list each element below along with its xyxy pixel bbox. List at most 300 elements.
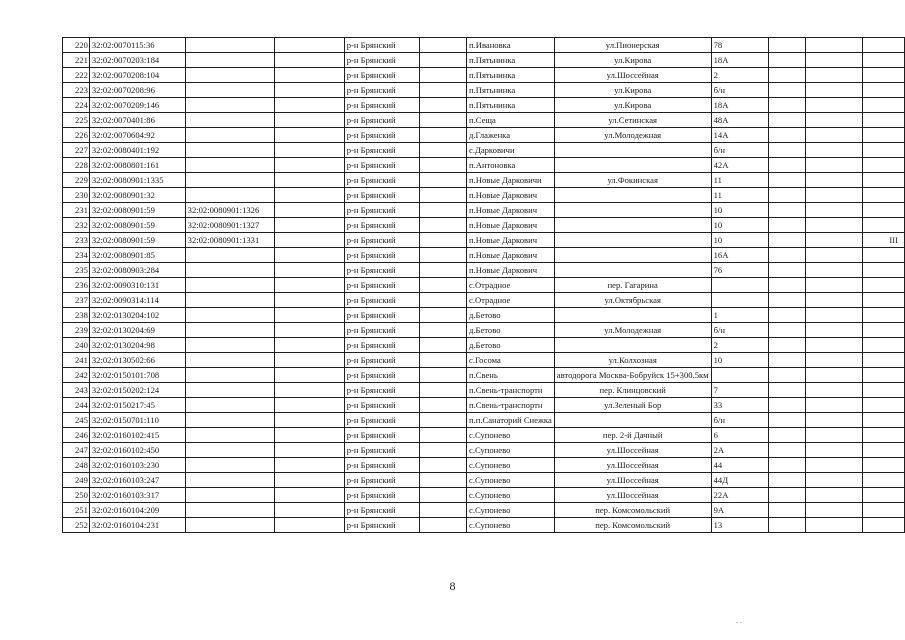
table-cell	[185, 323, 274, 338]
table-row	[63, 248, 905, 263]
table-cell	[274, 263, 344, 278]
table-cell: ул.Зеленый Бор	[554, 398, 711, 413]
table-cell: ул.Кирова	[554, 53, 711, 68]
table-cell: 32:02:0130204:69	[89, 323, 185, 338]
table-cell	[419, 128, 467, 143]
table-cell	[185, 293, 274, 308]
table-cell: ул.Кирова	[554, 98, 711, 113]
table-cell: 231	[63, 203, 90, 218]
table-cell	[274, 503, 344, 518]
table-cell: 225	[63, 113, 90, 128]
table-cell: 32:02:0160102:415	[89, 428, 185, 443]
table-cell	[805, 188, 862, 203]
table-cell: р-н Брянский	[344, 218, 419, 233]
table-cell	[419, 353, 467, 368]
table-cell: 32:02:0150701:110	[89, 413, 185, 428]
table-cell: 236	[63, 278, 90, 293]
table-cell: 32:02:0150202:124	[89, 383, 185, 398]
table-cell	[419, 308, 467, 323]
table-cell	[805, 458, 862, 473]
table-cell	[274, 83, 344, 98]
table-cell: 32:02:0080801:161	[89, 158, 185, 173]
table-cell: р-н Брянский	[344, 383, 419, 398]
table-cell: р-н Брянский	[344, 143, 419, 158]
table-cell	[419, 98, 467, 113]
table-cell: 228	[63, 158, 90, 173]
table-cell	[863, 263, 905, 278]
table-cell: р-н Брянский	[344, 128, 419, 143]
table-cell: 11	[711, 188, 769, 203]
table-cell	[185, 248, 274, 263]
table-cell: р-н Брянский	[344, 233, 419, 248]
table-cell: п.Новые Даркович	[467, 203, 555, 218]
table-cell	[711, 293, 769, 308]
table-cell	[274, 38, 344, 53]
table-cell	[185, 278, 274, 293]
table-cell: 32:02:0130204:102	[89, 308, 185, 323]
table-cell: 32:02:0090314:114	[89, 293, 185, 308]
table-cell: 32:02:0080901:1335	[89, 173, 185, 188]
table-cell	[185, 503, 274, 518]
table-cell: р-н Брянский	[344, 518, 419, 533]
table-cell: п.Пятьнинка	[467, 98, 555, 113]
table-cell	[419, 368, 467, 383]
table-cell: пер. Клинцовский	[554, 383, 711, 398]
table-cell: р-н Брянский	[344, 458, 419, 473]
table-row	[63, 158, 905, 173]
table-cell	[769, 338, 806, 353]
table-cell: с.Супонево	[467, 503, 555, 518]
table-row	[63, 98, 905, 113]
table-cell: 32:02:0080901:1331	[185, 233, 274, 248]
table-cell: п.Антоновка	[467, 158, 555, 173]
table-cell	[863, 488, 905, 503]
table-cell: 32:02:0080401:192	[89, 143, 185, 158]
table-cell	[769, 323, 806, 338]
table-row	[63, 293, 905, 308]
table-cell	[274, 443, 344, 458]
table-cell	[419, 398, 467, 413]
table-row	[63, 38, 905, 53]
table-cell: р-н Брянский	[344, 503, 419, 518]
table-cell: с.Супонево	[467, 443, 555, 458]
table-cell	[274, 428, 344, 443]
table-cell	[419, 263, 467, 278]
table-row	[63, 113, 905, 128]
table-cell	[419, 278, 467, 293]
table-cell	[185, 98, 274, 113]
table-cell: 32:02:0080903:284	[89, 263, 185, 278]
table-row	[63, 323, 905, 338]
table-cell	[769, 308, 806, 323]
table-cell	[805, 218, 862, 233]
table-cell: с.Супонево	[467, 473, 555, 488]
table-row	[63, 128, 905, 143]
table-cell: 220	[63, 38, 90, 53]
table-cell: 32:02:0090310:131	[89, 278, 185, 293]
table-cell	[274, 188, 344, 203]
table-cell: 32:02:0130502:66	[89, 353, 185, 368]
table-cell	[185, 353, 274, 368]
table-cell: 32:02:0070115:36	[89, 38, 185, 53]
table-cell	[185, 38, 274, 53]
table-cell: 32:02:0150217:45	[89, 398, 185, 413]
table-cell	[554, 413, 711, 428]
table-cell: 10	[711, 203, 769, 218]
table-cell	[554, 338, 711, 353]
table-cell	[769, 413, 806, 428]
table-cell: п.Свень-транспортн	[467, 398, 555, 413]
table-cell: д.Бетово	[467, 308, 555, 323]
table-cell	[554, 218, 711, 233]
table-cell: р-н Брянский	[344, 488, 419, 503]
table-row	[63, 503, 905, 518]
table-cell	[863, 188, 905, 203]
table-cell: р-н Брянский	[344, 353, 419, 368]
table-cell: п.Свень-транспортн	[467, 383, 555, 398]
table-cell	[185, 518, 274, 533]
table-cell	[805, 173, 862, 188]
table-cell	[185, 188, 274, 203]
table-cell: 221	[63, 53, 90, 68]
page-number: 8	[449, 579, 456, 593]
table-cell	[769, 188, 806, 203]
table-cell	[805, 203, 862, 218]
table-cell: пер. 2-й Дачный	[554, 428, 711, 443]
table-cell	[274, 398, 344, 413]
table-cell	[863, 443, 905, 458]
table-cell	[769, 518, 806, 533]
table-cell: 251	[63, 503, 90, 518]
table-cell: р-н Брянский	[344, 173, 419, 188]
table-cell	[274, 353, 344, 368]
table-cell	[274, 203, 344, 218]
table-row	[63, 53, 905, 68]
table-cell	[769, 278, 806, 293]
table-cell: с.Супонево	[467, 488, 555, 503]
table-cell: п.Новые Даркович	[467, 263, 555, 278]
table-cell	[805, 113, 862, 128]
table-cell	[419, 38, 467, 53]
table-cell	[769, 443, 806, 458]
table-cell: 6	[711, 428, 769, 443]
table-cell: р-н Брянский	[344, 293, 419, 308]
table-cell	[274, 368, 344, 383]
table-cell	[185, 113, 274, 128]
table-row	[63, 263, 905, 278]
table-cell: 32:02:0160102:450	[89, 443, 185, 458]
table-cell: б/н	[711, 323, 769, 338]
table-cell: 32:02:0070208:96	[89, 83, 185, 98]
table-cell: пер. Комсомольский	[554, 518, 711, 533]
table-cell	[274, 323, 344, 338]
table-cell: ул.Фокинская	[554, 173, 711, 188]
table-cell	[805, 473, 862, 488]
table-cell: 242	[63, 368, 90, 383]
table-cell: ул.Сетинская	[554, 113, 711, 128]
table-row	[63, 518, 905, 533]
table-cell: 226	[63, 128, 90, 143]
table-cell	[185, 458, 274, 473]
table-cell: п.Свень	[467, 368, 555, 383]
table-cell	[185, 413, 274, 428]
table-cell: 48А	[711, 113, 769, 128]
table-cell	[863, 143, 905, 158]
table-cell: д.Бетово	[467, 323, 555, 338]
table-row	[63, 368, 905, 383]
table-cell	[419, 323, 467, 338]
table-cell: 234	[63, 248, 90, 263]
table-cell	[185, 488, 274, 503]
table-cell: 227	[63, 143, 90, 158]
table-cell	[769, 473, 806, 488]
table-cell: ул.Шоссейная	[554, 68, 711, 83]
table-cell: ул.Кирова	[554, 83, 711, 98]
table-cell: 44	[711, 458, 769, 473]
table-cell: р-н Брянский	[344, 203, 419, 218]
table-cell: 239	[63, 323, 90, 338]
table-cell	[805, 353, 862, 368]
table-cell: п.Ивановка	[467, 38, 555, 53]
table-cell: ул.Шоссейная	[554, 473, 711, 488]
table-cell	[769, 53, 806, 68]
table-cell	[769, 158, 806, 173]
table-cell	[274, 143, 344, 158]
table-cell	[274, 488, 344, 503]
table-cell	[274, 293, 344, 308]
table-cell	[274, 98, 344, 113]
table-cell: р-н Брянский	[344, 398, 419, 413]
table-cell: п.Новые Даркович	[467, 218, 555, 233]
table-cell: 32:02:0070203:184	[89, 53, 185, 68]
table-cell: ул.Колхозная	[554, 353, 711, 368]
table-cell	[863, 368, 905, 383]
table-cell	[805, 383, 862, 398]
table-cell: р-н Брянский	[344, 443, 419, 458]
table-cell: 224	[63, 98, 90, 113]
table-cell	[863, 68, 905, 83]
table-cell	[863, 383, 905, 398]
table-cell	[274, 308, 344, 323]
table-cell	[769, 128, 806, 143]
scan-mark: . .	[736, 616, 742, 625]
table-row	[63, 458, 905, 473]
table-cell	[805, 488, 862, 503]
table-cell	[863, 428, 905, 443]
table-cell	[805, 158, 862, 173]
table-cell: 1	[711, 308, 769, 323]
table-cell	[419, 203, 467, 218]
table-cell: ул.Шоссейная	[554, 443, 711, 458]
table-row	[63, 173, 905, 188]
table-cell	[863, 503, 905, 518]
table-cell	[805, 263, 862, 278]
table-cell: 78	[711, 38, 769, 53]
table-cell	[419, 173, 467, 188]
table-cell: д.Бетово	[467, 338, 555, 353]
table-cell: 247	[63, 443, 90, 458]
table-cell: 248	[63, 458, 90, 473]
table-cell: 13	[711, 518, 769, 533]
table-cell	[769, 488, 806, 503]
table-cell: 32:02:0160103:247	[89, 473, 185, 488]
table-cell	[805, 128, 862, 143]
table-cell	[554, 248, 711, 263]
table-row	[63, 203, 905, 218]
table-cell	[185, 53, 274, 68]
table-cell: 250	[63, 488, 90, 503]
table-cell	[274, 518, 344, 533]
table-cell: р-н Брянский	[344, 308, 419, 323]
table-cell: р-н Брянский	[344, 68, 419, 83]
table-cell: пер. Комсомольский	[554, 503, 711, 518]
table-cell	[805, 308, 862, 323]
table-cell	[863, 218, 905, 233]
table-cell	[805, 398, 862, 413]
table-cell	[769, 38, 806, 53]
table-cell: 32:02:0080901:85	[89, 248, 185, 263]
table-cell: 240	[63, 338, 90, 353]
table-cell	[274, 458, 344, 473]
table-cell	[863, 113, 905, 128]
table-cell: 32:02:0070208:104	[89, 68, 185, 83]
table-cell	[185, 383, 274, 398]
table-cell	[805, 518, 862, 533]
table-cell	[419, 473, 467, 488]
table-cell	[274, 128, 344, 143]
table-cell: 10	[711, 233, 769, 248]
table-cell	[274, 413, 344, 428]
table-cell: п.Пятьнинка	[467, 53, 555, 68]
table-cell: 238	[63, 308, 90, 323]
table-cell	[805, 443, 862, 458]
table-row	[63, 143, 905, 158]
table-cell: р-н Брянский	[344, 188, 419, 203]
table-cell	[274, 383, 344, 398]
table-cell	[274, 473, 344, 488]
table-cell	[185, 158, 274, 173]
table-cell	[419, 428, 467, 443]
table-cell	[419, 68, 467, 83]
table-cell	[769, 83, 806, 98]
table-cell	[863, 98, 905, 113]
table-row	[63, 383, 905, 398]
table-cell: 32:02:0080901:59	[89, 218, 185, 233]
table-cell	[185, 473, 274, 488]
table-row	[63, 83, 905, 98]
table-cell	[711, 368, 769, 383]
table-cell: 32:02:0160103:230	[89, 458, 185, 473]
table-cell: 241	[63, 353, 90, 368]
table-cell: 22А	[711, 488, 769, 503]
table-cell	[863, 323, 905, 338]
table-cell	[419, 233, 467, 248]
table-cell	[769, 383, 806, 398]
table-cell: 252	[63, 518, 90, 533]
table-cell: р-н Брянский	[344, 38, 419, 53]
table-cell	[805, 248, 862, 263]
table-cell	[863, 458, 905, 473]
table-row	[63, 443, 905, 458]
table-cell	[863, 128, 905, 143]
table-cell: р-н Брянский	[344, 83, 419, 98]
table-cell	[419, 143, 467, 158]
table-cell: 237	[63, 293, 90, 308]
table-cell: 229	[63, 173, 90, 188]
table-cell	[805, 68, 862, 83]
table-cell: 32:02:0080901:1327	[185, 218, 274, 233]
table-cell: 244	[63, 398, 90, 413]
table-cell: 2	[711, 338, 769, 353]
table-cell: 7	[711, 383, 769, 398]
table-cell	[769, 233, 806, 248]
table-row	[63, 278, 905, 293]
table-cell: п.Новые Даркович	[467, 188, 555, 203]
table-cell	[805, 503, 862, 518]
table-cell: 32:02:0080901:1326	[185, 203, 274, 218]
table-cell	[711, 278, 769, 293]
table-cell	[805, 233, 862, 248]
table-cell	[805, 38, 862, 53]
table-cell: 32:02:0070401:86	[89, 113, 185, 128]
table-cell: ул.Октябрьская	[554, 293, 711, 308]
table-cell: 235	[63, 263, 90, 278]
table-cell: п.Новые Даркович	[467, 233, 555, 248]
table-cell: 18А	[711, 53, 769, 68]
table-cell	[185, 398, 274, 413]
table-cell	[863, 38, 905, 53]
table-cell: 10	[711, 218, 769, 233]
table-cell	[419, 443, 467, 458]
table-cell	[805, 428, 862, 443]
table-cell	[419, 53, 467, 68]
table-cell	[863, 413, 905, 428]
table-cell: р-н Брянский	[344, 428, 419, 443]
table-cell: 2А	[711, 443, 769, 458]
table-cell: 32:02:0080901:59	[89, 203, 185, 218]
table-cell	[419, 188, 467, 203]
table-cell	[863, 518, 905, 533]
table-cell: с.Супонево	[467, 428, 555, 443]
table-cell	[274, 158, 344, 173]
table-cell	[805, 413, 862, 428]
table-cell	[769, 353, 806, 368]
table-cell	[185, 338, 274, 353]
table-cell	[274, 233, 344, 248]
table-row	[63, 428, 905, 443]
table-cell	[554, 308, 711, 323]
table-cell	[769, 218, 806, 233]
table-cell	[185, 173, 274, 188]
table-cell: 223	[63, 83, 90, 98]
table-cell: 33	[711, 398, 769, 413]
table-cell	[805, 143, 862, 158]
table-cell: р-н Брянский	[344, 278, 419, 293]
table-cell: р-н Брянский	[344, 323, 419, 338]
table-cell: п.Пятьнинка	[467, 83, 555, 98]
table-cell: 233	[63, 233, 90, 248]
table-cell	[863, 353, 905, 368]
table-cell	[274, 68, 344, 83]
table-cell: б/н	[711, 143, 769, 158]
table-cell: р-н Брянский	[344, 113, 419, 128]
table-cell	[805, 293, 862, 308]
table-cell	[863, 398, 905, 413]
table-cell: р-н Брянский	[344, 413, 419, 428]
table-cell: 10	[711, 353, 769, 368]
table-cell	[863, 308, 905, 323]
table-cell	[769, 173, 806, 188]
